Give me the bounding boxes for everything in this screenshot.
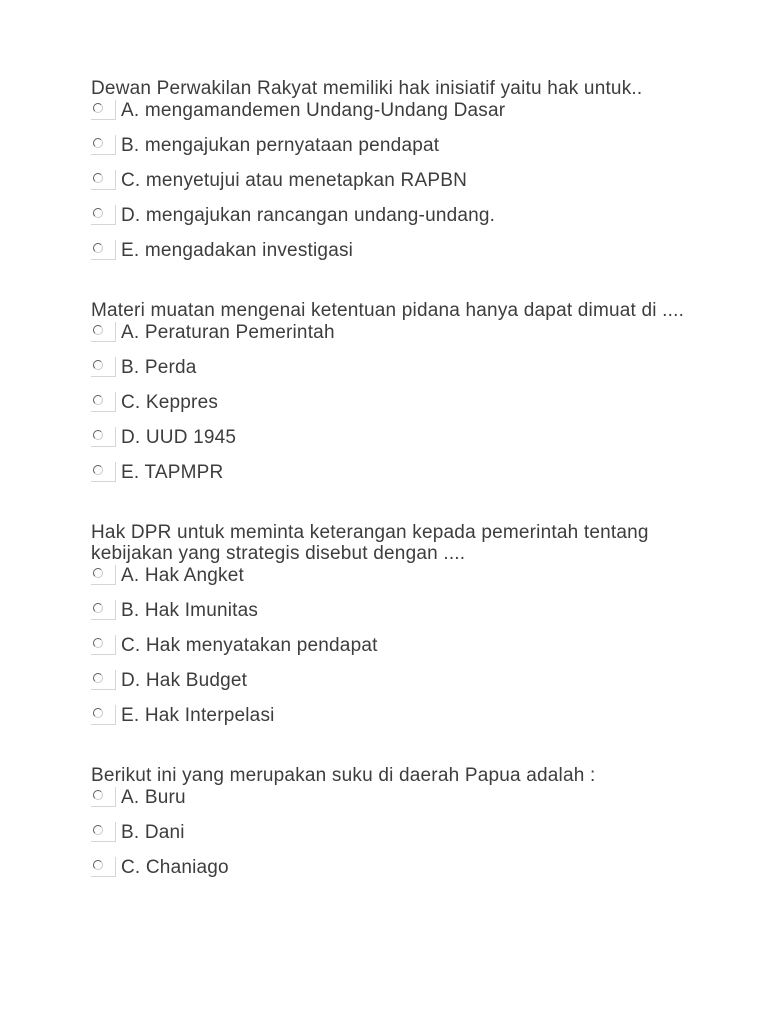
radio-button[interactable] <box>91 822 117 844</box>
option-label: B. Perda <box>121 357 197 378</box>
answer-option[interactable] <box>91 322 691 357</box>
answer-option[interactable] <box>91 565 691 600</box>
radio-button[interactable] <box>91 135 117 157</box>
option-label: B. mengajukan pernyataan pendapat <box>121 135 440 156</box>
radio-button[interactable] <box>91 392 117 414</box>
option-label: C. Hak menyatakan pendapat <box>121 635 378 656</box>
radio-circle-icon <box>93 360 103 370</box>
answer-option[interactable] <box>91 392 691 427</box>
option-label: E. mengadakan investigasi <box>121 240 354 261</box>
option-label: D. mengajukan rancangan undang-undang. <box>121 205 496 226</box>
answer-option[interactable] <box>91 427 691 462</box>
radio-circle-icon <box>93 430 103 440</box>
option-label: D. Hak Budget <box>121 670 248 691</box>
radio-circle-icon <box>93 243 103 253</box>
question-text: Dewan Perwakilan Rakyat memiliki hak inisiatif yaitu hak untuk.. <box>91 78 643 99</box>
radio-button[interactable] <box>91 205 117 227</box>
answer-option[interactable] <box>91 670 691 705</box>
radio-circle-icon <box>93 325 103 335</box>
option-label: C. Chaniago <box>121 857 229 878</box>
question-block <box>91 78 691 275</box>
option-label: B. Dani <box>121 822 185 843</box>
radio-button[interactable] <box>91 705 117 727</box>
radio-button[interactable] <box>91 462 117 484</box>
radio-button[interactable] <box>91 357 117 379</box>
answer-option[interactable] <box>91 787 691 822</box>
radio-circle-icon <box>93 103 103 113</box>
option-label: A. Hak Angket <box>121 565 245 586</box>
radio-button[interactable] <box>91 565 117 587</box>
question-block <box>91 522 691 740</box>
answer-option[interactable] <box>91 635 691 670</box>
question-text: Materi muatan mengenai ketentuan pidana hanya dapat dimuat di .... <box>91 300 685 321</box>
option-label: B. Hak Imunitas <box>121 600 259 621</box>
radio-circle-icon <box>93 825 103 835</box>
answer-option[interactable] <box>91 170 691 205</box>
radio-circle-icon <box>93 208 103 218</box>
radio-circle-icon <box>93 638 103 648</box>
radio-circle-icon <box>93 568 103 578</box>
answer-option[interactable] <box>91 100 691 135</box>
radio-circle-icon <box>93 860 103 870</box>
question-text: Hak DPR untuk meminta keterangan kepada pemerintah tentang kebijakan yang strategis disebut dengan .... <box>91 522 649 564</box>
quiz-container <box>91 78 691 917</box>
answer-option[interactable] <box>91 822 691 857</box>
question-block <box>91 765 691 892</box>
option-label: C. menyetujui atau menetapkan RAPBN <box>121 170 468 191</box>
radio-button[interactable] <box>91 170 117 192</box>
radio-button[interactable] <box>91 670 117 692</box>
radio-button[interactable] <box>91 857 117 879</box>
radio-circle-icon <box>93 603 103 613</box>
radio-circle-icon <box>93 138 103 148</box>
option-label: A. Peraturan Pemerintah <box>121 322 335 343</box>
question-block <box>91 300 691 497</box>
option-label: D. UUD 1945 <box>121 427 237 448</box>
option-label: C. Keppres <box>121 392 219 413</box>
option-label: E. Hak Interpelasi <box>121 705 275 726</box>
radio-button[interactable] <box>91 100 117 122</box>
answer-option[interactable] <box>91 240 691 275</box>
radio-button[interactable] <box>91 635 117 657</box>
radio-circle-icon <box>93 790 103 800</box>
radio-circle-icon <box>93 465 103 475</box>
radio-button[interactable] <box>91 240 117 262</box>
radio-circle-icon <box>93 173 103 183</box>
answer-option[interactable] <box>91 357 691 392</box>
radio-button[interactable] <box>91 322 117 344</box>
radio-circle-icon <box>93 395 103 405</box>
radio-circle-icon <box>93 708 103 718</box>
answer-option[interactable] <box>91 705 691 740</box>
radio-button[interactable] <box>91 787 117 809</box>
option-label: A. Buru <box>121 787 186 808</box>
answer-option[interactable] <box>91 857 691 892</box>
option-label: A. mengamandemen Undang-Undang Dasar <box>121 100 506 121</box>
radio-button[interactable] <box>91 427 117 449</box>
answer-option[interactable] <box>91 205 691 240</box>
answer-option[interactable] <box>91 462 691 497</box>
question-text: Berikut ini yang merupakan suku di daerah Papua adalah : <box>91 765 596 786</box>
radio-circle-icon <box>93 673 103 683</box>
radio-button[interactable] <box>91 600 117 622</box>
answer-option[interactable] <box>91 135 691 170</box>
option-label: E. TAPMPR <box>121 462 224 483</box>
answer-option[interactable] <box>91 600 691 635</box>
